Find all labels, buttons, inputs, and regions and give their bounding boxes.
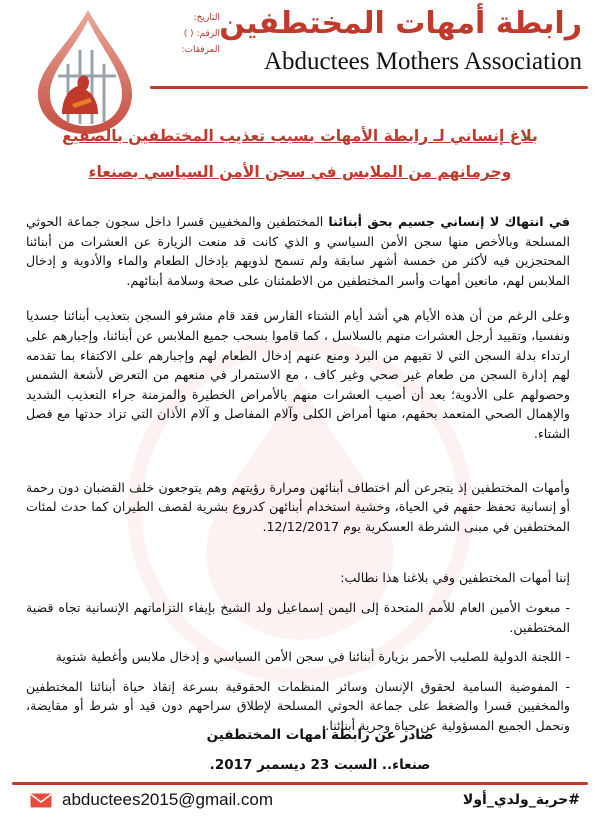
demand-item-1: - مبعوث الأمين العام للأمم المتحدة إلى اليمن إسماعيل ولد الشيخ بإيفاء التزاماتهم الإنسانية تجاه قضية المختطفين. (26, 599, 570, 635)
paragraph-3: وأمهات المختطفين إذ يتجرعن ألم اختطاف أبنائهن ومرارة رؤيتهم وهم يتوجعون خلف القضبان دون رحمة أو إنسانية تحفظ حقهم في الحياة، وخشية استخدام أبنائهن كدروع بشرية لقصف الطيران كما حدث لمئات المختطفين في مبنى الشرطة العسكرية يوم 12/12/2017. (26, 479, 570, 534)
footer-divider (12, 782, 588, 785)
campaign-hashtag: #حرية_ولدي_أولا (462, 792, 580, 808)
paragraph-2: وعلى الرغم من أن هذه الأيام هي أشد أيام الشتاء القارس فقد قام مشرفو السجن بتعذيب أبنائنا جسديا ونفسيا، وتقييد أرجل العشرات منهم بالسلاسل ، كما قاموا بسحب جميع الملابس عن أبنائنا، وإجبارهم على ارتداء بدلة السجن التي لا تقيهم من البرد ومنع عنهم إدخال الطعام لهم وإجبارهم على الاكتفاء بما تقدمه لهم إدارة السجن من طعام غير صحي وغير كاف ، مع الاستمرار في منعهم من التعرض لأشعة الشمس وحصولهم على الأدوية؛ بعد أن أصيب العشرات منهم بالأمراض الخطيرة والمزمنة جراء التعذيب الشديد والإهمال الصحي المتعمد بحقهم، منها أمراض الكلى وآلام المفاصل و آلام الأذان التي تزاد حدتها مع فصل الشتاء. (26, 308, 570, 441)
paragraph-demands-intro: إننا أمهات المختطفين وفي بلاغنا هذا نطالب: (340, 570, 570, 586)
demand-item-3: - المفوضية السامية لحقوق الإنسان وسائر المنظمات الحقوقية بسرعة إنقاذ حياة أبنائنا المختطفين والمخفيين قسرا والضغط على جماعة الحوثي المسلحة لإطلاق سراحهم دون قيد أو شرط أو مقايضة، ونحمل الجميع المسؤولية عن حياة وحرية أبنائنا. (26, 678, 570, 733)
title-line-2: وحرمانهم من الملابس في سجن الأمن السياسي بصنعاء (88, 163, 512, 181)
meta-attach-label: المرفقات: (181, 45, 220, 55)
title-line-1: بلاغ إنساني لـ رابطة الأمهات بسبب تعذيب المختطفين بالصقيع (62, 127, 538, 145)
org-name-english: Abductees Mothers Association (263, 48, 582, 75)
issue-date: صنعاء.. السبت 23 ديسمبر 2017. (209, 757, 431, 773)
meta-date-label: التاريخ: (193, 13, 220, 23)
paragraph-1-text: المختطفين والمخفيين قسرا داخل سجون جماعة الحوثي المسلحة وبالأخص منها سجن الأمن السياسي و الذي كانت قد منعت الزيارة عن العشرات من أبنائنا المحتجزين فيه لأكثر من خمسة أشهر سابقة ولم تسمح لذويهم بإدخال الطعام والماء والأدوية و إدخال الملابس لهم، مانعين أمهات وأسر المختطفين من الاطمئنان على صحة وسلامة أبنائهم. (26, 214, 570, 288)
mail-icon (30, 793, 52, 808)
statement-body (26, 212, 570, 745)
demand-item-2: - اللجنة الدولية للصليب الأحمر بزيارة أبنائنا في سجن الأمن السياسي و إدخال ملابس وأغطية شتوية (55, 649, 570, 665)
meta-ref-label: الرقم: (196, 29, 220, 39)
paragraph-1-lead: في انتهاك لا إنساني جسيم بحق أبنائنا (328, 214, 570, 229)
letter-meta (160, 10, 220, 58)
statement-title (60, 118, 540, 190)
issued-by: صادر عن رابطة أمهات المختطفين (206, 727, 434, 743)
org-name-arabic: رابطة أمهات المختطفين (219, 6, 582, 41)
meta-ref-value: ( ) (183, 29, 194, 39)
demands-list (26, 598, 570, 736)
header-divider (150, 86, 588, 89)
paragraph-1 (26, 212, 570, 290)
contact-email[interactable]: abductees2015@gmail.com (62, 790, 273, 809)
footer-contact (30, 790, 273, 810)
